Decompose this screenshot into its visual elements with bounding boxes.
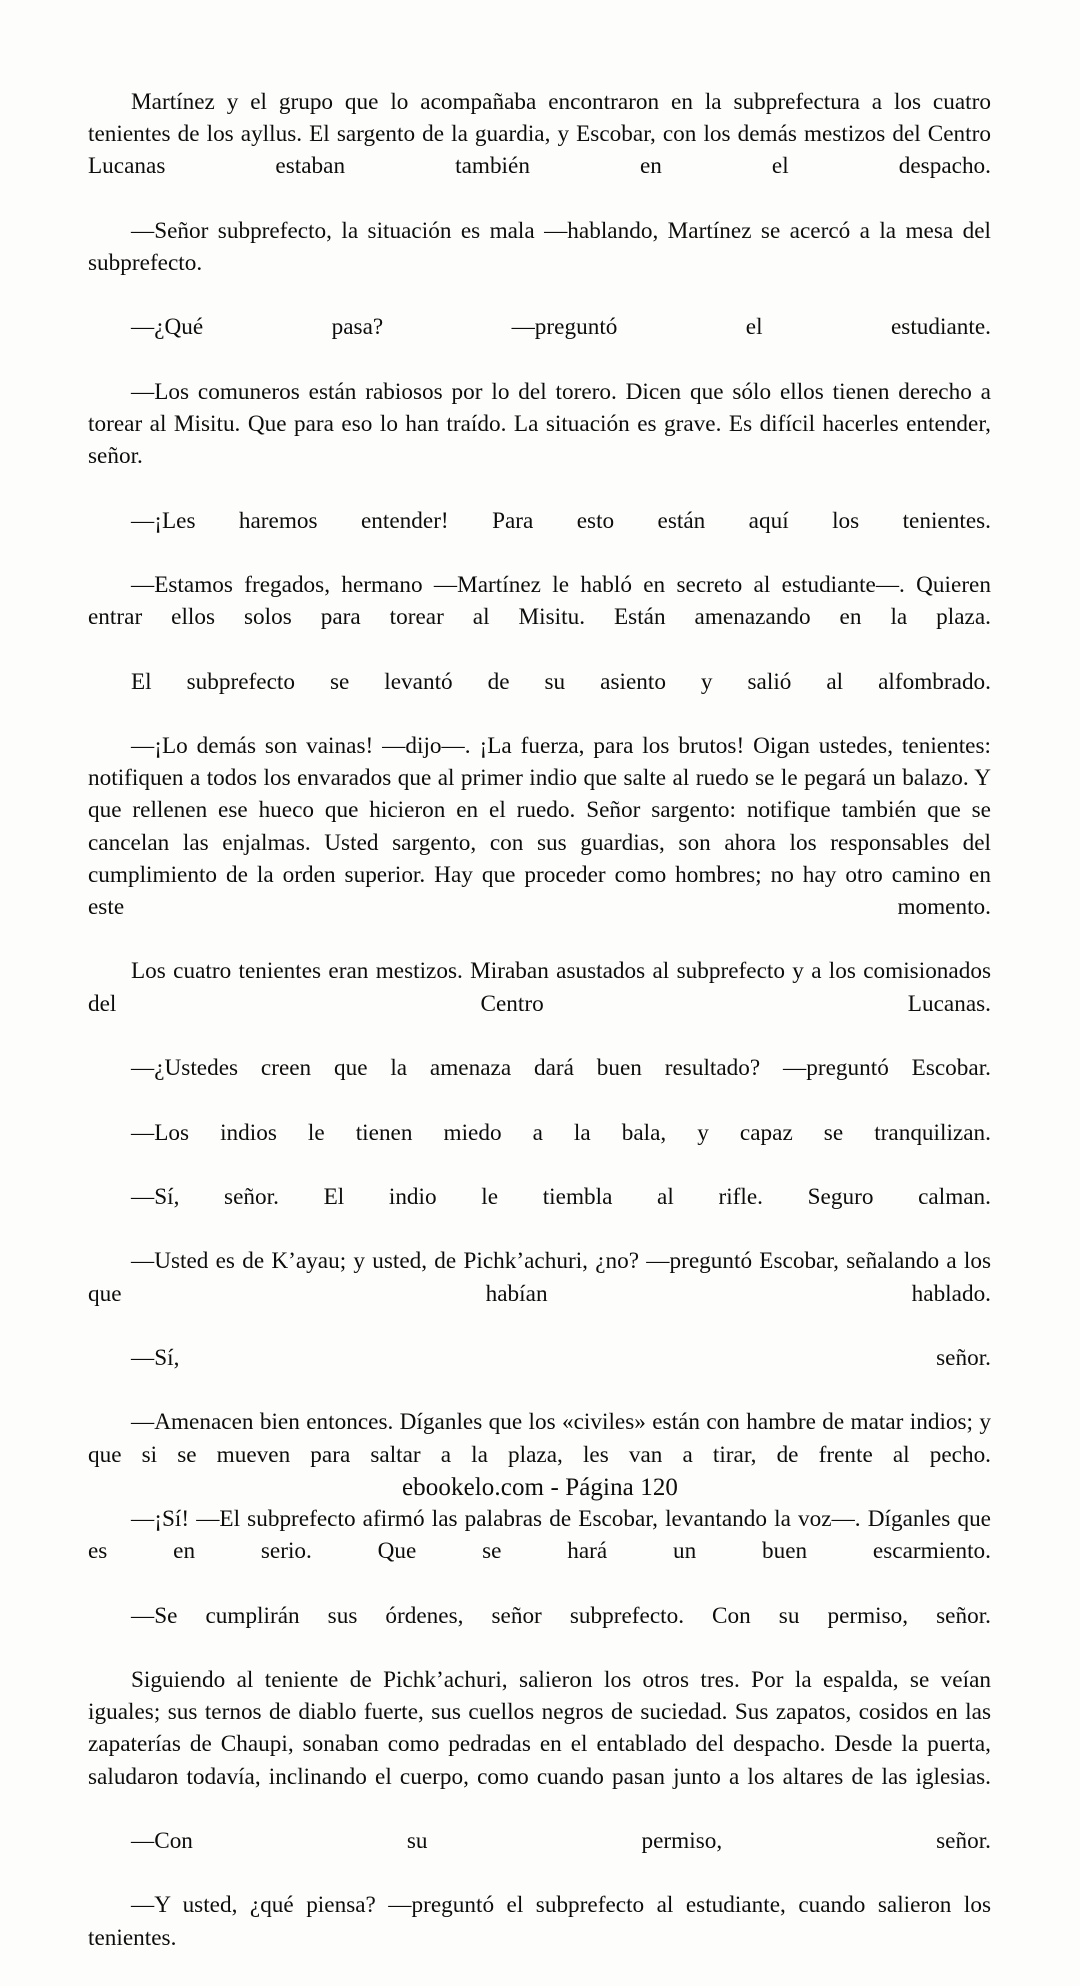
paragraph: —Sí, señor. El indio le tiembla al rifle. Seguro calman. <box>131 1183 991 1210</box>
footer-source-and-page: ebookelo.com - Página 120 <box>401 1474 679 1501</box>
paragraph: —Se cumplirán sus órdenes, señor subprefecto. Con su permiso, señor. <box>131 1602 991 1629</box>
paragraph: El subprefecto se levantó de su asiento y salió al alfombrado. <box>131 668 991 695</box>
paragraph: —Estamos fregados, hermano —Martínez le habló en secreto al estudiante—. Quieren entrar ellos solos para torear al Misitu. Están amenazando en la plaza. <box>88 572 991 631</box>
paragraph: —¿Ustedes creen que la amenaza dará buen resultado? —preguntó Escobar. <box>131 1055 991 1082</box>
paragraph: —Los comuneros están rabiosos por lo del torero. Dicen que sólo ellos tienen derecho a torear al Misitu. Que para eso lo han traído. La situación es grave. Es difícil hacerles entender, señor. <box>88 378 991 470</box>
paragraph: Los cuatro tenientes eran mestizos. Miraban asustados al subprefecto y a los comisionados del Centro Lucanas. <box>88 958 991 1017</box>
paragraph: —Señor subprefecto, la situación es mala —hablando, Martínez se acercó a la mesa del subprefecto. <box>88 217 991 277</box>
paragraph: —¡Sí! —El subprefecto afirmó las palabras de Escobar, levantando la voz—. Díganles que es en serio. Que se hará un buen escarmiento. <box>88 1505 991 1565</box>
paragraph: —¡Lo demás son vainas! —dijo—. ¡La fuerza, para los brutos! Oigan ustedes, tenientes: notifiquen a todos los envarados que al primer indio que salte al ruedo se le pegará un balazo. Y que rellenen ese hueco que hicieron en el ruedo. Señor sargento: notifique también que se cancelan las enjalmas. Usted sargento, con sus guardias, son ahora los responsables del cumplimiento de la orden superior. Hay que proceder como hombres; no hay otro camino en este momento. <box>88 733 991 921</box>
body-text-column <box>88 86 991 1986</box>
paragraph: —¿Qué pasa? —preguntó el estudiante. <box>131 314 991 341</box>
page-footer <box>0 1473 1080 1503</box>
paragraph: —Y usted, ¿qué piensa? —preguntó el subprefecto al estudiante, cuando salieron los tenientes. <box>88 1892 991 1951</box>
paragraph: —Sí, señor. <box>131 1344 991 1371</box>
paragraph: —Usted es de K’ayau; y usted, de Pichk’achuri, ¿no? —preguntó Escobar, señalando a los que habían hablado. <box>88 1248 991 1307</box>
paragraph: —Con su permiso, señor. <box>131 1827 991 1854</box>
paragraph: Siguiendo al teniente de Pichk’achuri, salieron los otros tres. Por la espalda, se veían iguales; sus ternos de diablo fuerte, sus cuellos negros de suciedad. Sus zapatos, cosidos en las zapaterías de Chaupi, sonaban como pedradas en el entablado del despacho. Desde la puerta, saludaron todavía, inclinando el cuerpo, como cuando pasan junto a los altares de las iglesias. <box>88 1666 991 1790</box>
paragraph: —Los indios le tienen miedo a la bala, y capaz se tranquilizan. <box>131 1119 991 1146</box>
paragraph: —¡Les haremos entender! Para esto están aquí los tenientes. <box>131 507 991 534</box>
paragraph: Martínez y el grupo que lo acompañaba encontraron en la subprefectura a los cuatro tenientes de los ayllus. El sargento de la guardia, y Escobar, con los demás mestizos del Centro Lucanas estaban también en el despacho. <box>88 89 991 180</box>
paragraph: —Amenacen bien entonces. Díganles que los «civiles» están con hambre de matar indios; y que si se mueven para saltar a la plaza, les van a tirar, de frente al pecho. <box>88 1409 991 1468</box>
